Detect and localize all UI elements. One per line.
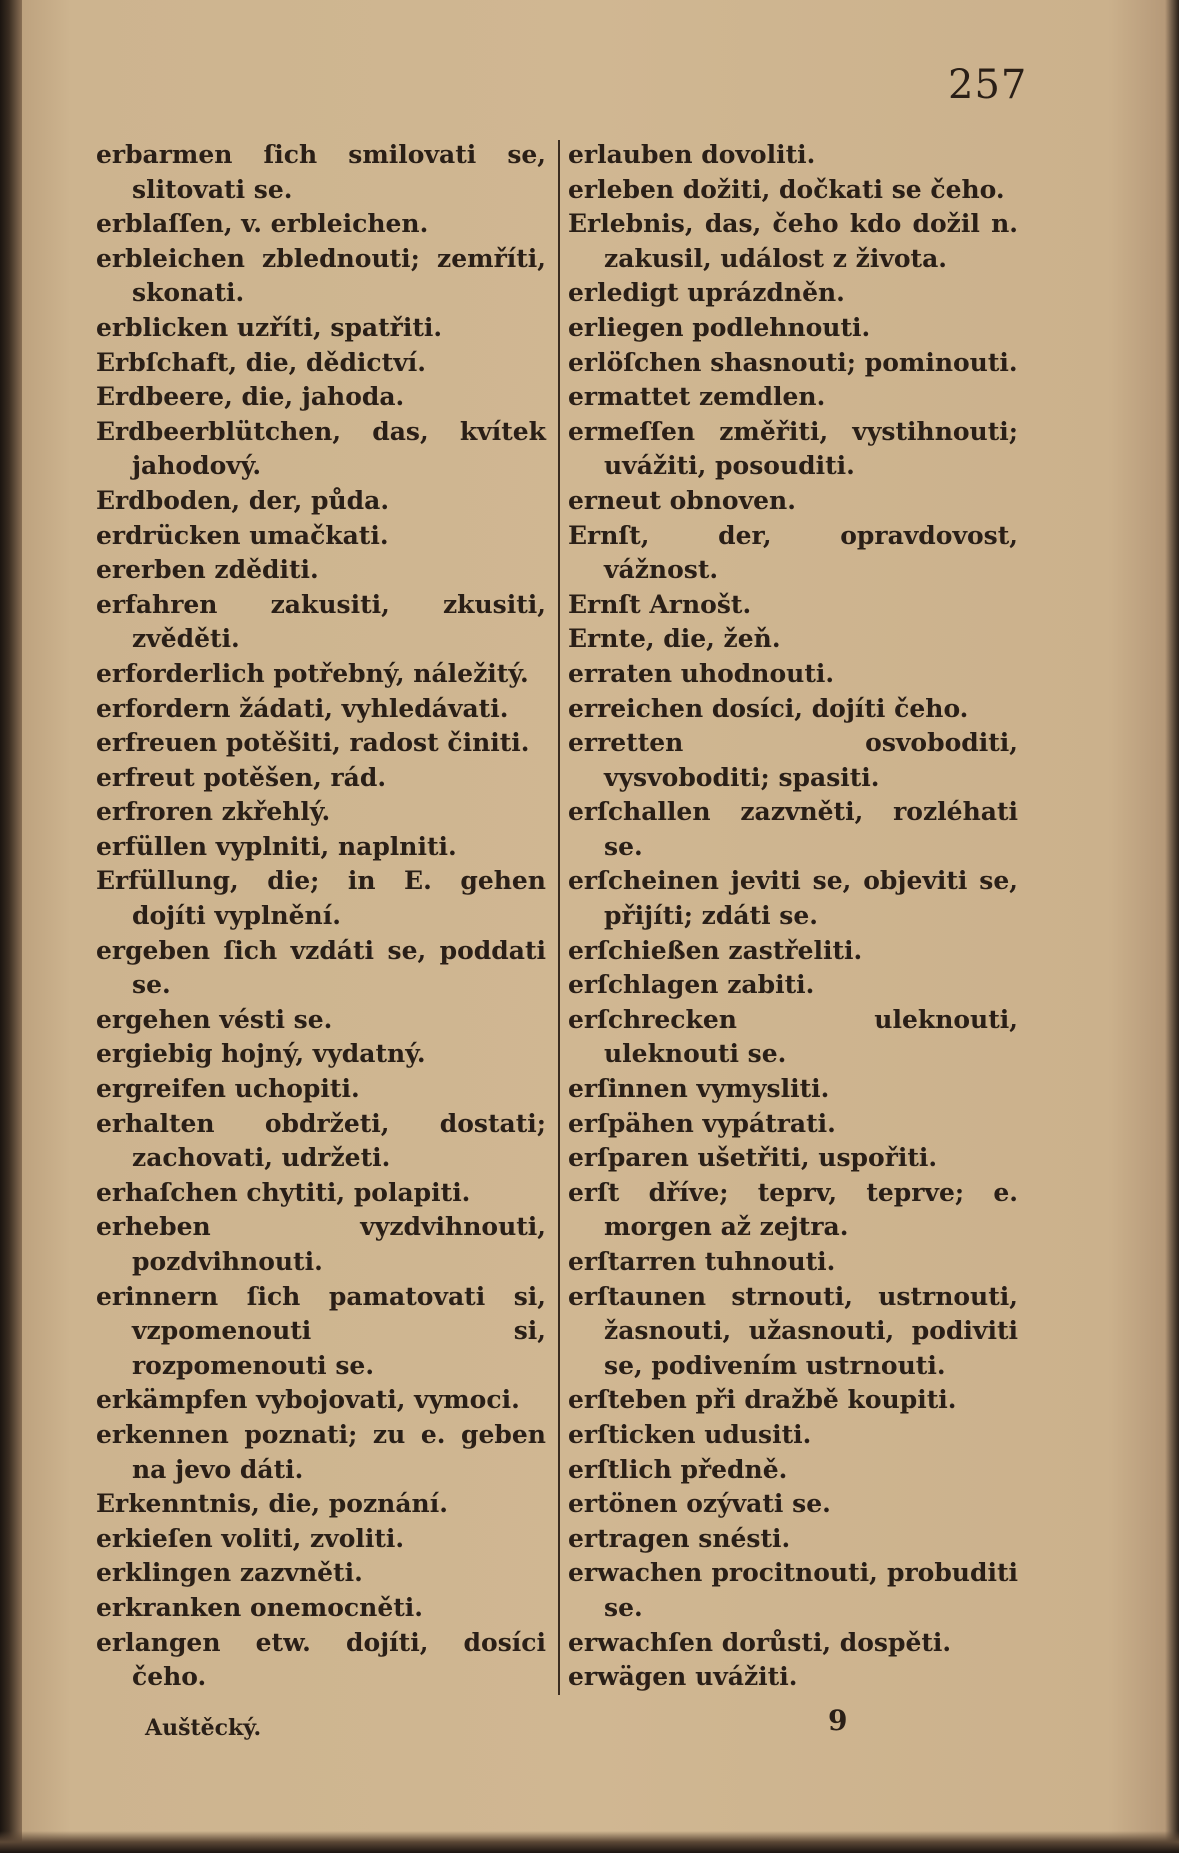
dictionary-entry: Erdbeerblütchen, das, kvítek jahodový.: [96, 416, 546, 481]
dictionary-entry: erfroren zkřehlý.: [96, 797, 331, 827]
bottom-edge-shadow: [0, 1831, 1179, 1853]
dictionary-entry: erdrücken umačkati.: [96, 520, 389, 550]
left-column: [96, 138, 546, 1695]
dictionary-entry: erreichen dosíci, dojíti čeho.: [568, 693, 969, 723]
dictionary-entry: erſtlich předně.: [568, 1454, 788, 1484]
dictionary-entry: erheben vyzdvihnouti, pozdvihnouti.: [96, 1212, 546, 1276]
dictionary-entry: erfahren zakusiti, zkusiti, zvěděti.: [96, 589, 546, 654]
dictionary-entry: erneut obnoven.: [568, 485, 796, 515]
dictionary-entry: erſparen ušetřiti, uspořiti.: [568, 1143, 938, 1173]
dictionary-entry: erliegen podlehnouti.: [568, 312, 871, 342]
dictionary-entry: Erkenntnis, die, poznání.: [96, 1489, 448, 1519]
dictionary-entry: Ernſt Arnošt.: [568, 589, 752, 619]
dictionary-entry: erſchallen zazvněti, rozléhati se.: [568, 797, 1018, 861]
dictionary-entry: Ernſt, der, opravdovost, vážnost.: [568, 520, 1018, 585]
dictionary-entry: erſticken udusiti.: [568, 1419, 812, 1449]
dictionary-entry: erbarmen ſich smilovati se, slitovati se.: [96, 140, 546, 204]
dictionary-entry: erfreuen potěšiti, radost činiti.: [96, 728, 530, 758]
dictionary-entry: Erlebnis, das, čeho kdo dožil n. zakusil, událost z života.: [568, 209, 1018, 273]
dictionary-entry: Erdbeere, die, jahoda.: [96, 382, 405, 412]
dictionary-entry: erwachſen dorůsti, dospěti.: [568, 1627, 952, 1657]
dictionary-entry: erklingen zazvněti.: [96, 1558, 363, 1588]
dictionary-entry: erwägen uvážiti.: [568, 1662, 798, 1692]
dictionary-entry: erſteben při dražbě koupiti.: [568, 1385, 957, 1415]
dictionary-entry: erhaſchen chytiti, polapiti.: [96, 1177, 471, 1207]
dictionary-entry: erlöſchen shasnouti; pominouti.: [568, 347, 1018, 377]
dictionary-entry: ergreifen uchopiti.: [96, 1074, 360, 1104]
dictionary-entry: erretten osvoboditi, vysvoboditi; spasiti.: [568, 728, 1018, 792]
dictionary-entry: erledigt uprázdněn.: [568, 278, 845, 308]
dictionary-entry: ertönen ozývati se.: [568, 1489, 831, 1519]
dictionary-entry: erblaſſen, v. erbleichen.: [96, 209, 429, 239]
dictionary-entry: erſcheinen jeviti se, objeviti se, přijíti; zdáti se.: [568, 866, 1018, 931]
dictionary-entry: erſchießen zastřeliti.: [568, 935, 863, 965]
dictionary-entry: erhalten obdržeti, dostati; zachovati, udržeti.: [96, 1108, 546, 1173]
dictionary-entry: erleben dožiti, dočkati se čeho.: [568, 174, 1005, 204]
dictionary-entry: ertragen snésti.: [568, 1523, 791, 1553]
dictionary-entry: Ernte, die, žeň.: [568, 624, 781, 654]
dictionary-entry: erſinnen vymysliti.: [568, 1074, 830, 1104]
dictionary-entry: erblicken uzříti, spatřiti.: [96, 312, 443, 342]
dictionary-entry: erkennen poznati; zu e. geben na jevo dáti.: [96, 1419, 546, 1484]
dictionary-entry: erbleichen zblednouti; zemříti, skonati.: [96, 243, 546, 308]
dictionary-entry: erſpähen vypátrati.: [568, 1108, 836, 1138]
dictionary-entry: erſtaunen strnouti, ustrnouti, žasnouti, užasnouti, podiviti se, podivením ustrnouti.: [568, 1281, 1018, 1380]
dictionary-entry: Erbſchaft, die, dědictví.: [96, 347, 426, 377]
dictionary-entry: erſtarren tuhnouti.: [568, 1247, 836, 1276]
book-spine-shadow: [0, 0, 22, 1853]
dictionary-entry: erraten uhodnouti.: [568, 658, 835, 688]
dictionary-entry: erkämpfen vybojovati, vymoci.: [96, 1385, 520, 1415]
dictionary-entry: erwachen procitnouti, probuditi se.: [568, 1558, 1018, 1622]
right-column: [568, 138, 1018, 1695]
dictionary-entry: erlauben dovoliti.: [568, 140, 816, 169]
dictionary-entry: erlangen etw. dojíti, dosíci čeho.: [96, 1627, 546, 1692]
dictionary-entry: ergehen vésti se.: [96, 1004, 333, 1034]
dictionary-entry: erforderlich potřebný, náležitý.: [96, 658, 529, 688]
dictionary-entry: Erdboden, der, půda.: [96, 485, 390, 515]
signature-mark: 9: [828, 1704, 848, 1737]
dictionary-entry: erkieſen voliti, zvoliti.: [96, 1523, 405, 1553]
dictionary-entry: erſt dříve; teprv, teprve; e. morgen až zejtra.: [568, 1177, 1018, 1242]
dictionary-entry: erkranken onemocněti.: [96, 1592, 423, 1622]
dictionary-entry: ererben zděditi.: [96, 555, 319, 585]
dictionary-entry: ermeſſen změřiti, vystihnouti; uvážiti, posouditi.: [568, 416, 1018, 481]
dictionary-entry: Erfüllung, die; in E. gehen dojíti vyplnění.: [96, 866, 546, 931]
dictionary-entry: erſchlagen zabiti.: [568, 970, 815, 1000]
dictionary-entry: erfüllen vyplniti, naplniti.: [96, 831, 457, 861]
dictionary-entry: ermattet zemdlen.: [568, 382, 826, 412]
footer-author: Auštěcký.: [145, 1715, 262, 1741]
dictionary-entry: erſchrecken uleknouti, uleknouti se.: [568, 1004, 1018, 1069]
dictionary-entry: ergeben ſich vzdáti se, poddati se.: [96, 935, 546, 1000]
dictionary-entry: ergiebig hojný, vydatný.: [96, 1039, 426, 1069]
dictionary-entry: erfreut potěšen, rád.: [96, 762, 387, 792]
column-divider: [558, 140, 560, 1695]
page-edge-shadow: [1165, 0, 1179, 1853]
dictionary-entry: erinnern ſich pamatovati si, vzpomenouti si, rozpomenouti se.: [96, 1281, 546, 1380]
page-number: 257: [948, 62, 1028, 108]
dictionary-entry: erfordern žádati, vyhledávati.: [96, 693, 509, 723]
